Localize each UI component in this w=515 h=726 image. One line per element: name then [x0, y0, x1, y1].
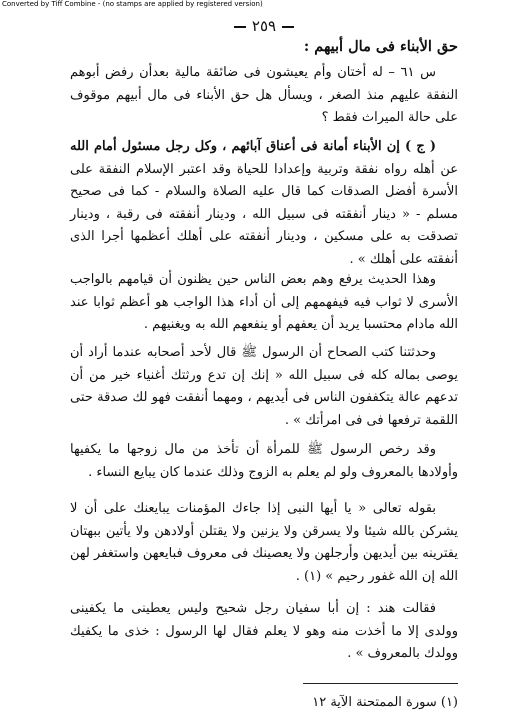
paragraph-hadith-reward [70, 269, 458, 337]
paragraph-2-text: وهذا الحديث يرفع وهم بعض الناس حين يظنون أن قيامهم بالواجب الأسرى لا ثواب فيه فيفهمهم إلى أن أداء هذا الواجب هو أعظم ثوابا عند الله مادام محتسبا يريد أن يعفهم أو ينفعهم الله به ويغنيهم . [70, 272, 458, 333]
paragraph-6-text: فقالت هند : إن أبا سفيان رجل شحيح وليس يعطينى ما يكفينى وولدى إلا ما أخذت منه وهو لا يعلم فقال لها الرسول : خذى ما يكفيك وولدك بالمعروف » . [70, 601, 458, 662]
document-page [70, 14, 458, 719]
dash-decoration [282, 26, 294, 28]
footnote-divider [303, 683, 458, 684]
paragraph-4-text: وقد رخص الرسول ﷺ للمرأة أن تأخذ من مال زوجها ما يكفيها وأولادها بالمعروف ولو لم يعلم به الزوج وذلك عندما كان يبايع النساء . [70, 442, 458, 480]
answer-lead: ( ج ) إن الأبناء أمانة فى أعناق آبائهم ، وكل رجل مسئول أمام الله [70, 139, 436, 154]
answer-text: عن أهله رواه نفقة وتربية وإعدادا للحياة وقد اعتبر الإسلام النفقة على الأسرة أفضل الصدقات كما قال عليه الصلاة والسلام - كما فى صحيح مسلم - « دينار أنفقته فى سبيل الله ، ودينار أنفقته فى رقبة ، ودينار تصدقت به على مسكين ، ودينار أنفقته على أهلك أعظمها أجرا الذى أنفقته على أهلك » . [70, 161, 458, 267]
paragraph-quran-verse [70, 498, 458, 588]
paragraph-5-text: بقوله تعالى « يا أيها النبى إذا جاءك المؤمنات يبايعنك على أن لا يشركن بالله شيئا ولا يسرقن ولا يزنين ولا يقتلن أولادهن ولا يأتين ببهتان يفترينه بين أيديهن وأرجلهن ولا يعصينك فى معروف فبايعهن واستغفر لهن الله إن الله غفور رحيم » (١) . [70, 501, 458, 584]
section-heading: حق الأبناء فى مال أبيهم : [303, 38, 458, 55]
paragraph-3-text: وحدثتنا كتب الصحاح أن الرسول ﷺ قال لأحد أصحابه عندما أراد أن يوصى بماله كله فى سبيل الله « إنك إن تدع ورثتك أغنياء خير من أن تدعهم عالة يتكففون الناس فى أيديهم ، ومهما أنفقت فهو لك صدقة حتى اللقمة ترفعها فى فى امرأتك » . [70, 345, 458, 428]
page-number [70, 16, 458, 36]
dash-decoration [234, 26, 246, 28]
answer-paragraph [70, 136, 458, 272]
watermark-text: Converted by Tiff Combine - (no stamps are applied by registered version) [2, 0, 263, 8]
question-text: س ٦١ – له أختان وأم يعيشون فى ضائقة مالية بعدأن رفض أبوهم النفقة عليهم منذ الصغر ، ويسأل هل حق الأبناء فى مال أبيهم موقوف على حالة الميراث فقط ؟ [70, 65, 458, 126]
paragraph-inheritance [70, 342, 458, 432]
paragraph-wife-right [70, 439, 458, 484]
question-paragraph [70, 62, 458, 130]
page-number-value: ٢٥٩ [251, 17, 277, 35]
footnote: (١) سورة الممتحنة الآية ١٢ [312, 695, 458, 710]
paragraph-hind [70, 598, 458, 666]
